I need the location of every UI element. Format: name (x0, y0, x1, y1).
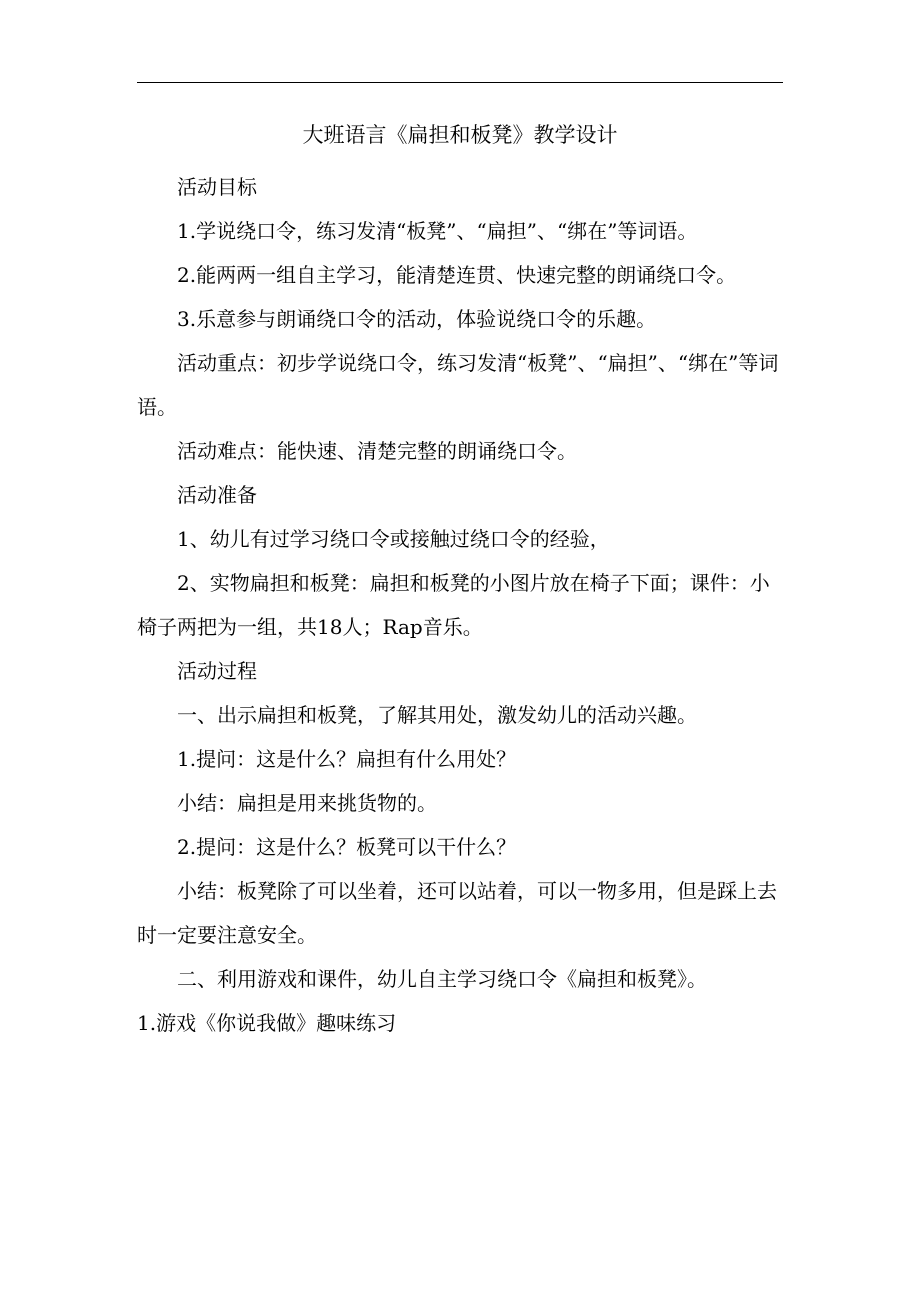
process-subitem: 1.游戏《你说我做》趣味练习 (137, 1011, 397, 1035)
process-summary: 小结：板凳除了可以坐着，还可以站着，可以一物多用，但是踩上去时一定要注意安全。 (137, 879, 777, 947)
key-point-paragraph: 活动重点：初步学说绕口令，练习发清“板凳”、“扁担”、“绑在”等词语。 (137, 351, 779, 419)
goal-item: 1.学说绕口令，练习发清“板凳”、“扁担”、“绑在”等词语。 (177, 219, 698, 243)
process-question: 2.提问：这是什么？板凳可以干什么？ (177, 835, 517, 859)
document-body (137, 165, 787, 1045)
difficulty-paragraph: 活动难点：能快速、清楚完整的朗诵绕口令。 (177, 439, 577, 463)
goal-item: 3.乐意参与朗诵绕口令的活动，体验说绕口令的乐趣。 (177, 307, 657, 331)
section-heading-preparation: 活动准备 (177, 483, 257, 507)
section-heading-process: 活动过程 (177, 659, 257, 683)
process-question: 1.提问：这是什么？扁担有什么用处？ (177, 747, 517, 771)
process-step-heading: 一、出示扁担和板凳，了解其用处，激发幼儿的活动兴趣。 (177, 703, 697, 727)
header-rule (137, 82, 783, 83)
process-summary: 小结：扁担是用来挑货物的。 (177, 791, 437, 815)
section-heading-goals: 活动目标 (177, 175, 257, 199)
preparation-item: 1、幼儿有过学习绕口令或接触过绕口令的经验， (177, 527, 610, 551)
process-step-heading: 二、利用游戏和课件，幼儿自主学习绕口令《扁担和板凳》。 (177, 967, 707, 991)
document-title: 大班语言《扁担和板凳》教学设计 (302, 123, 618, 147)
goal-item: 2.能两两一组自主学习，能清楚连贯、快速完整的朗诵绕口令。 (177, 263, 737, 287)
preparation-item: 2、实物扁担和板凳：扁担和板凳的小图片放在椅子下面；课件：小椅子两把为一组，共18人；Rap音乐。 (137, 571, 770, 639)
